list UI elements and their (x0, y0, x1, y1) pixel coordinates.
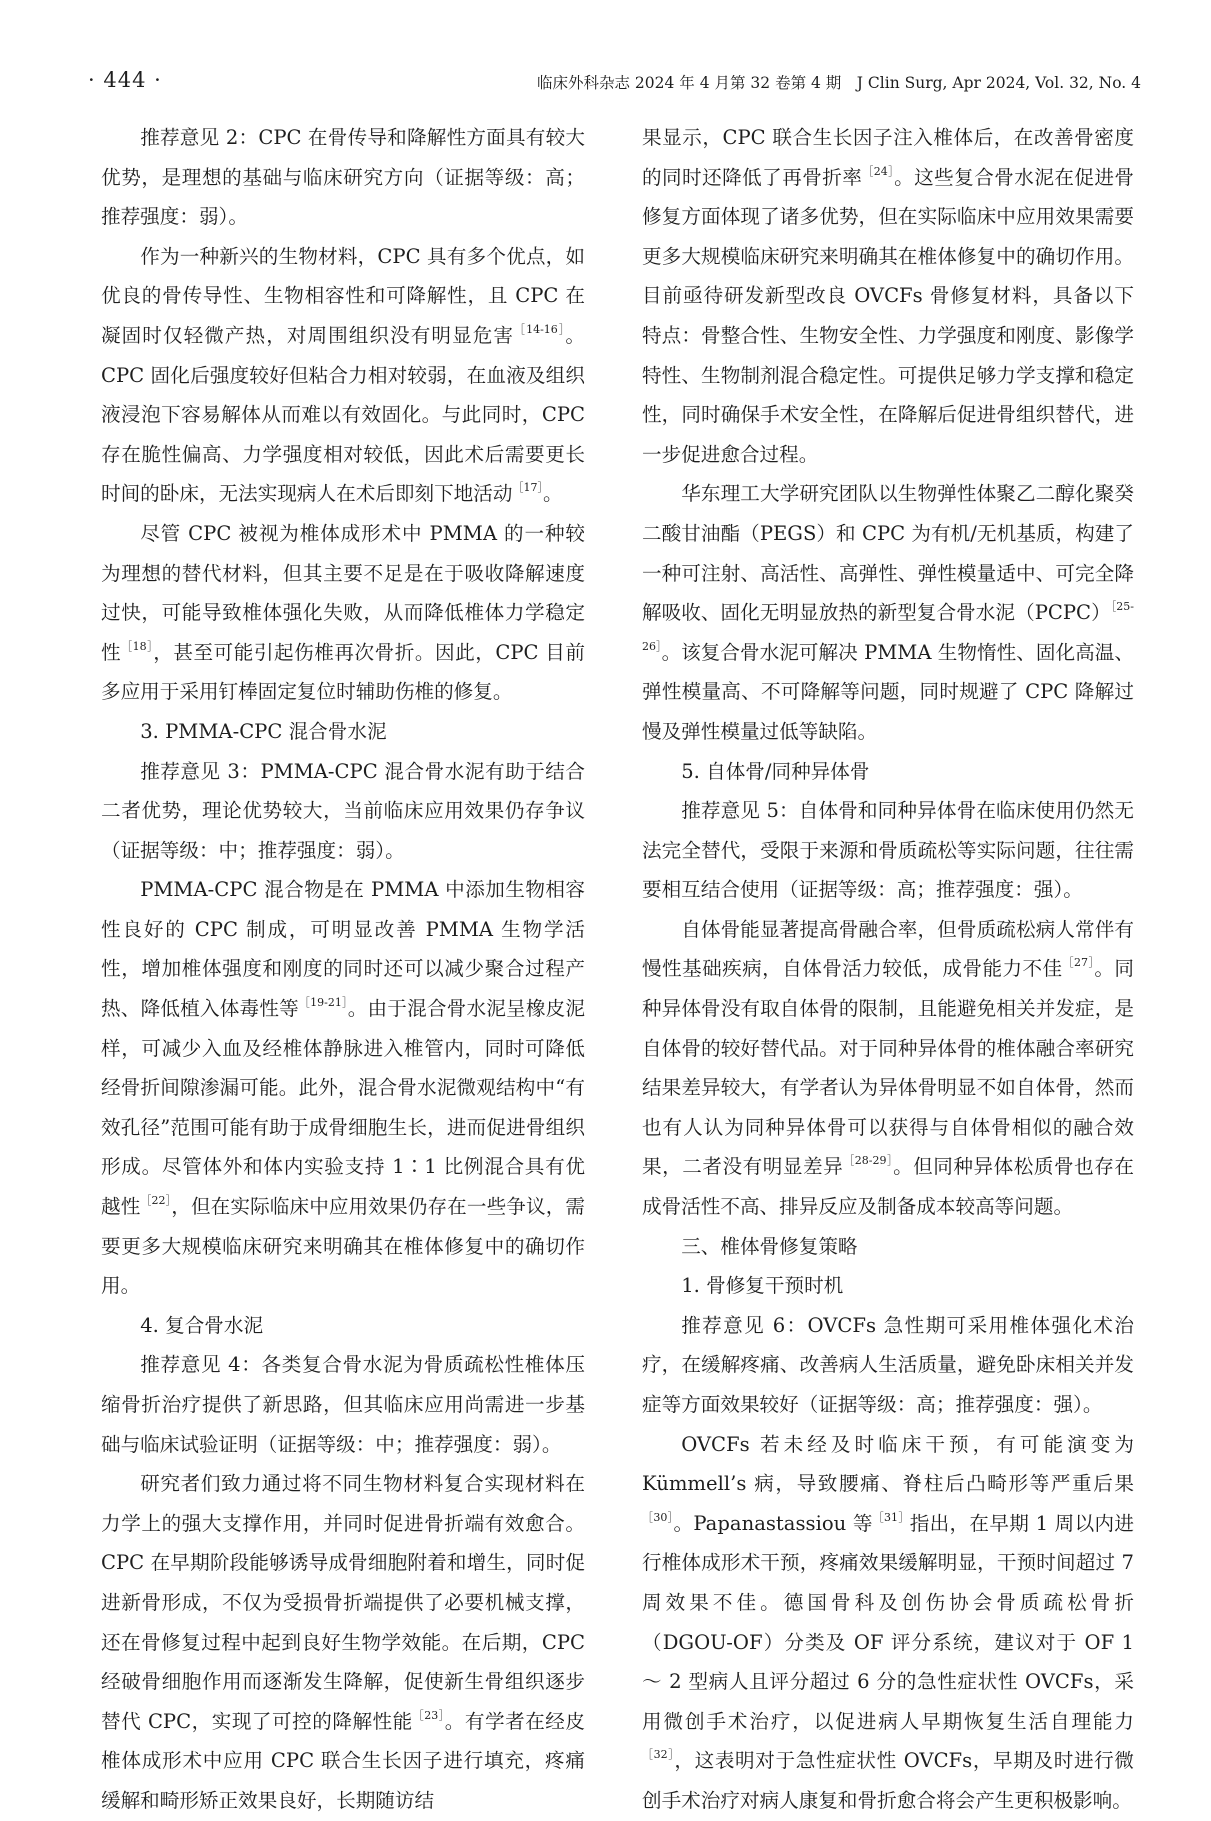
citation-ref: ［14-16］ (514, 322, 566, 336)
bone-graft-paragraph: 自体骨能显著提高骨融合率，但骨质疏松病人常伴有慢性基础疾病，自体骨活力较低，成骨能力不佳$^{[27]}$。同种异体骨没有取自体骨的限制，且能避免相关并发症，是自体骨的较好替代品。对于同种异体骨的椎体融合率研究结果差异较大，有学者认为异体骨明显不如自体骨，然而也有人认为同种异体骨可以获得与自体骨相似的融合效果，二者没有明显差异$^{[28-29]}$。但同种异体松质骨也存在成骨活性不高、排异反应及制备成本较高等问题。 (642, 917, 1135, 1219)
citation-ref: ［28-29］ (843, 1154, 894, 1168)
citation-ref: ［30］ (642, 1510, 674, 1524)
recommendation-4: 推荐意见 4：各类复合骨水泥为骨质疏松性椎体压缩骨折治疗提供了新思路，但其临床应用尚需进一步基础与临床试验证明（证据等级：中；推荐强度：弱）。 (101, 1353, 585, 1456)
citation-ref: ［23］ (412, 1708, 445, 1722)
pmma-cpc-paragraph: PMMA-CPC 混合物是在 PMMA 中添加生物相容性良好的 CPC 制成，可明显改善 PMMA 生物学活性，增加椎体强度和刚度的同时还可以减少聚合过程产热、降低植入体毒性等$^{[19-21]}$。由于混合骨水泥呈橡皮泥样，可减少入血及经椎体静脉进入椎管内，同时可降低经骨折间隙渗漏可能。此外，混合骨水泥微观结构中“有效孔径”范围可能有助于成骨细胞生长，进而促进骨组织形成。尽管体外和体内实验支持 1∶1 比例混合具有优越性$^{[22]}$，但在实际临床中应用效果仍存在一些争议，需要更多大规模临床研究来明确其在椎体修复中的确切作用。 (101, 878, 586, 1298)
citation-ref: ［32］ (642, 1748, 675, 1762)
recommendation-3: 推荐意见 3：PMMA-CPC 混合骨水泥有助于结合二者优势，理论优势较大，当前临床应用效果仍存争议（证据等级：中；推荐强度：弱）。 (101, 759, 585, 862)
citation-ref: ［17］ (512, 481, 543, 495)
intervention-timing-paragraph: OVCFs 若未经及时临床干预，有可能演变为 Kümmell’s 病，导致腰痛、脊柱后凸畸形等严重后果$^{[30]}$。Papanastassiou 等$^{[31]}$指出，在早期 1 周以内进行椎体成形术干预，疼痛效果缓解明显，干预时间超过 7 周效果不佳。德国骨科及创伤协会骨质疏松骨折（DGOU-OF）分类及 OF 评分系统，建议对于 OF 1 ～ 2 型病人且评分超过 6 分的急性症状性 OVCFs，采用微创手术治疗，以促进病人早期恢复生活自理能力$^{[32]}$，这表明对于急性症状性 OVCFs，早期及时进行微创手术治疗对病人康复和骨折愈合将会产生更积极影响。 (642, 1432, 1135, 1812)
citation-ref: ［19-21］ (298, 996, 348, 1010)
recommendation-2: 推荐意见 2：CPC 在骨传导和降解性方面具有较大优势，是理想的基础与临床研究方向（证据等级：高；推荐强度：弱）。 (101, 126, 585, 229)
citation-ref: ［24］ (862, 164, 895, 178)
citation-ref: ［27］ (1062, 956, 1095, 970)
section-heading-bone-graft: 5. 自体骨/同种异体骨 (681, 759, 870, 783)
citation-ref: ［18］ (121, 639, 154, 653)
running-header (88, 68, 1141, 98)
citation-ref: ［22］ (140, 1194, 172, 1208)
journal-citation: 临床外科杂志 2024 年 4 月第 32 卷第 4 期 J Clin Surg, Apr 2024, Vol. 32, No. 4 (536, 74, 1141, 92)
right-column (642, 118, 1134, 1821)
section-heading-intervention-timing: 1. 骨修复干预时机 (681, 1274, 844, 1298)
citation-ref: ［31］ (872, 1510, 910, 1524)
section-heading-pmma-cpc: 3. PMMA-CPC 混合骨水泥 (140, 719, 387, 743)
cpc-limitations-paragraph: 尽管 CPC 被视为椎体成形术中 PMMA 的一种较为理想的替代材料，但其主要不足是在于吸收降解速度过快，可能导致椎体强化失败，从而降低椎体力学稳定性$^{[18]}$，甚至可能引起伤椎再次骨折。因此，CPC 目前多应用于采用钉棒固定复位时辅助伤椎的修复。 (101, 521, 585, 704)
section-heading-repair-strategy: 三、椎体骨修复策略 (681, 1234, 858, 1258)
citation-ref: ［25-26］ (642, 600, 1134, 653)
composite-cement-continued: 果显示，CPC 联合生长因子注入椎体后，在改善骨密度的同时还降低了再骨折率$^{[24]}$。这些复合骨水泥在促进骨修复方面体现了诸多优势，但在实际临床中应用效果需要更多大规模临床研究来明确其在椎体修复中的确切作用。目前亟待研发新型改良 OVCFs 骨修复材料，具备以下特点：骨整合性、生物安全性、力学强度和刚度、影像学特性、生物制剂混合稳定性。可提供足够力学支撑和稳定性，同时确保手术安全性，在降解后促进骨组织替代，进一步促进愈合过程。 (642, 126, 1135, 466)
cpc-advantages-paragraph: 作为一种新兴的生物材料，CPC 具有多个优点，如优良的骨传导性、生物相容性和可降解性，且 CPC 在凝固时仅轻微产热，对周围组织没有明显危害$^{[14-16]}$。CPC 固化后强度较好但粘合力相对较弱，在血液及组织液浸泡下容易解体从而难以有效固化。与此同时，CPC 存在脆性偏高、力学强度相对较低，因此术后需要更长时间的卧床，无法实现病人在术后即刻下地活动$^{[17]}$。 (101, 244, 585, 506)
section-heading-composite-cement: 4. 复合骨水泥 (140, 1313, 264, 1337)
left-column (101, 118, 585, 1821)
pcpc-paragraph: 华东理工大学研究团队以生物弹性体聚乙二醇化聚癸二酸甘油酯（PEGS）和 CPC 为有机/无机基质，构建了一种可注射、高活性、高弹性、弹性模量适中、可完全降解吸收、固化无明显放热的新型复合骨水泥（PCPC）$^{[25-26]}$。该复合骨水泥可解决 PMMA 生物惰性、固化高温、弹性模量高、不可降解等问题，同时规避了 CPC 降解过慢及弹性模量过低等缺陷。 (642, 482, 1134, 743)
recommendation-5: 推荐意见 5：自体骨和同种异体骨在临床使用仍然无法完全替代，受限于来源和骨质疏松等实际问题，往往需要相互结合使用（证据等级：高；推荐强度：强）。 (642, 799, 1134, 902)
composite-cement-paragraph: 研究者们致力通过将不同生物材料复合实现材料在力学上的强大支撑作用，并同时促进骨折端有效愈合。CPC 在早期阶段能够诱导成骨细胞附着和增生，同时促进新骨形成，不仅为受损骨折端提供了必要机械支撑，还在骨修复过程中起到良好生物学效能。在后期，CPC 经破骨细胞作用而逐渐发生降解，促使新生骨组织逐步替代 CPC，实现了可控的降解性能$^{[23]}$。有学者在经皮椎体成形术中应用 CPC 联合生长因子进行填充，疼痛缓解和畸形矫正效果良好，长期随访结 (101, 1472, 586, 1812)
page-number: · 444 · (88, 68, 162, 92)
recommendation-6: 推荐意见 6：OVCFs 急性期可采用椎体强化术治疗，在缓解疼痛、改善病人生活质量，避免卧床相关并发症等方面效果较好（证据等级：高；推荐强度：强）。 (642, 1313, 1134, 1416)
